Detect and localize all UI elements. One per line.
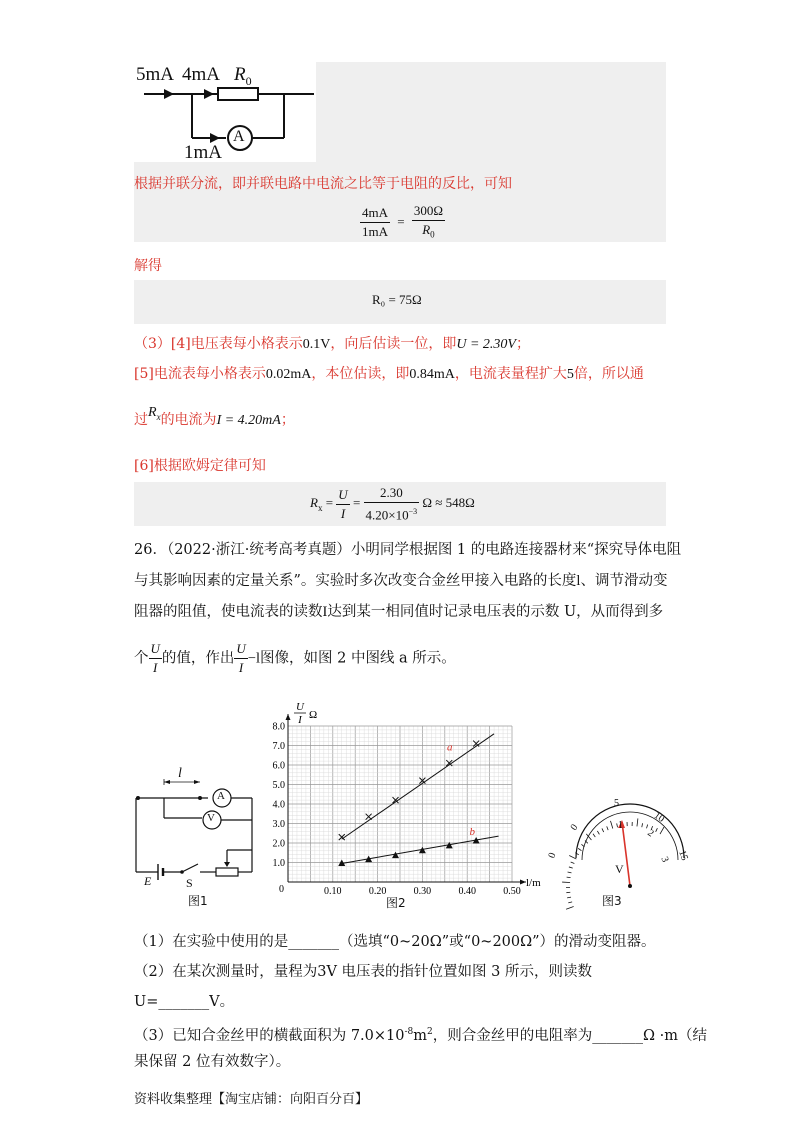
- question-2: （2）在某次测量时，量程为3V 电压表的指针位置如图 3 所示，则读数: [134, 964, 592, 980]
- fig3-tick-0: 0: [568, 822, 581, 833]
- solution-p5: [5]电流表每小格表示0.02mA，本位估读，即0.84mA，电流表量程扩大5倍，所以通: [134, 366, 644, 382]
- meter-tick: [602, 828, 604, 832]
- y-tick-label: 2.0: [272, 838, 285, 850]
- meter-tick: [568, 902, 572, 903]
- label-r0: $R_0$: [234, 64, 252, 88]
- y-tick-label: 8.0: [272, 721, 285, 733]
- q26-line2: 与其影响因素的定量关系”。实验时多次改变合金丝甲接入电路的长度l、调节滑动变: [134, 573, 668, 589]
- y-tick-label: 5.0: [272, 780, 285, 791]
- y-axis-label-unit: Ω: [309, 709, 318, 721]
- q2-answer-blank[interactable]: _______: [158, 994, 210, 1010]
- solution-p3: （3）[4]电压表每小格表示0.1V，向后估读一位，即U = 2.30V；: [134, 336, 530, 352]
- meter-tick: [597, 831, 599, 834]
- meter-tick: [569, 867, 573, 868]
- question-1: （1）在实验中使用的是_______（选填“0~20Ω”或“0~200Ω”）的滑动变阻器。: [134, 934, 656, 950]
- meter-tick: [637, 818, 638, 826]
- meter-tick: [642, 823, 643, 827]
- equation-rx: $R_x$ = $\frac{U}{I}$ = $\frac{2.30}{4.20\times 10^{-3}}$ Ω ≈ 548Ω: [310, 485, 475, 523]
- fig2-caption: 图2: [386, 896, 406, 910]
- y-tick-label: 3.0: [272, 819, 285, 830]
- y-tick-label: 1.0: [272, 858, 285, 869]
- equation-ratio: $\frac{4mA}{1mA}$ = $\frac{300\Omega}{R_0}$: [362, 203, 444, 240]
- q26-line3: 阻器的阻值，使电流表的读数I达到某一相同值时记录电压表的示数 U，从而得到多: [134, 604, 664, 620]
- fig1-label-l: l: [178, 766, 182, 781]
- series-a-label: a: [447, 741, 453, 754]
- q26-line1: 26．（2022·浙江·统考高考真题）小明同学根据图 1 的电路连接器材来“探究导体电阻: [134, 542, 682, 558]
- fig3-inner-2: 2: [645, 827, 656, 840]
- meter-tick: [569, 855, 576, 859]
- meter-tick: [607, 826, 608, 830]
- solution-p5b: 过$R_x$的电流为I = 4.20mA；: [134, 405, 295, 428]
- y-axis-arrow: [286, 714, 291, 720]
- footer-text: 资料收集整理【淘宝店铺：向阳百分百】: [134, 1092, 369, 1107]
- question-3: （3）已知合金丝甲的横截面积为 $7.0\times 10^{-8}m^2$，则合金丝甲的电阻率为_______Ω ·m（结: [134, 1027, 708, 1044]
- circuit-diagram-top: [134, 62, 316, 162]
- parallel-text: 根据并联分流，即并联电路中电流之比等于电阻的反比，可知: [134, 176, 512, 192]
- fig1-ammeter: A: [217, 790, 225, 802]
- x-tick-label: 0.10: [324, 886, 342, 897]
- fig3-inner-0: 0: [546, 851, 559, 860]
- meter-tick: [566, 907, 574, 910]
- meter-tick: [593, 834, 595, 837]
- fig3-caption: 图3: [602, 894, 622, 908]
- meter-tick: [568, 872, 572, 873]
- y-tick-label: 4.0: [272, 799, 285, 811]
- y-tick-label: 7.0: [272, 741, 285, 752]
- fig3-label-v: V: [615, 862, 624, 876]
- fig1-label-s: S: [186, 876, 193, 890]
- meter-tick: [610, 821, 612, 829]
- equation-r0: R₀ = 75Ω: [372, 292, 422, 307]
- x-tick-label: 0.20: [368, 886, 387, 897]
- x-tick-label: 0.30: [413, 886, 432, 897]
- fig3-inner-3: 3: [658, 855, 671, 864]
- meter-tick: [578, 848, 581, 850]
- x-tick-label: 0.40: [458, 886, 476, 897]
- meter-tick: [660, 827, 664, 834]
- y-tick-label: 6.0: [272, 760, 285, 772]
- y-axis-label-i: I: [298, 714, 302, 726]
- question-2b: U=_______V。: [134, 994, 235, 1010]
- origin-label: 0: [279, 884, 284, 895]
- y-axis-label-u: U: [296, 701, 304, 713]
- fig1-caption: 图1: [188, 894, 208, 908]
- q3-answer-blank[interactable]: _______: [592, 1027, 644, 1044]
- meter-tick: [567, 897, 571, 898]
- solve-text: 解得: [134, 258, 162, 274]
- fig1-label-e: E: [144, 874, 152, 888]
- chart-svg: [262, 698, 548, 910]
- meter-tick: [571, 862, 575, 863]
- fig3-tick-5: 5: [614, 798, 619, 809]
- fig3-tick-15: 15: [676, 848, 690, 863]
- meter-tick: [647, 824, 648, 828]
- fig3-tick-10: 10: [651, 810, 667, 825]
- figure-1: [130, 766, 260, 910]
- fig1-voltmeter: V: [207, 812, 215, 824]
- figure-3: [546, 798, 700, 912]
- figure-2: [262, 698, 548, 910]
- label-4ma: 4mA: [182, 64, 220, 85]
- x-axis-label: l/m: [526, 877, 541, 889]
- label-1ma: 1mA: [184, 142, 222, 163]
- q26-line4: 个 $\frac{U}{I}$ 的值，作出 $\frac{U}{I}$ −l图像，如图 2 中图线 a 所示。: [134, 641, 456, 675]
- series-b-label: b: [469, 826, 475, 839]
- solution-p6: [6]根据欧姆定律可知: [134, 458, 266, 474]
- label-5ma: 5mA: [136, 64, 174, 85]
- q1-answer-blank[interactable]: _______: [288, 934, 339, 950]
- fig3-inner-1: 1: [618, 820, 623, 831]
- meter-tick: [567, 877, 571, 878]
- x-tick-label: 0.50: [503, 886, 521, 897]
- question-3b: 果保留 2 位有效数字）。: [134, 1054, 291, 1070]
- ammeter-label: A: [233, 128, 245, 145]
